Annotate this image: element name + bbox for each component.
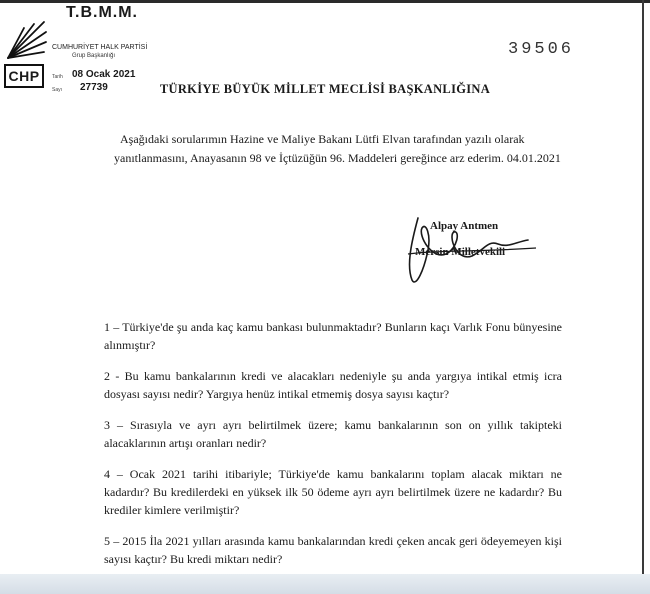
addressee-heading: TÜRKİYE BÜYÜK MİLLET MECLİSİ BAŞKANLIĞINA bbox=[159, 82, 491, 96]
org-title: T.B.M.M. bbox=[66, 4, 138, 21]
document-number-stamp: 39506 bbox=[508, 40, 575, 59]
signer-name: Alpay Antmen bbox=[430, 220, 499, 232]
signer-title: Mersin Milletvekili bbox=[415, 246, 506, 258]
question-item: 2 - Bu kamu bankalarının kredi ve alacakları nedeniyle şu anda yargıya intikal etmiş icra dosyası sayısı nedir? Yargıya henüz intikal etmemiş dosya sayısı kaçtır? bbox=[104, 369, 562, 401]
number-value: 27739 bbox=[80, 82, 108, 93]
intro-line-2: yanıtlanmasını, Anayasanın 98 ve İçtüzüğün 96. Maddeleri gereğince arz ederim. 04.01.2021 bbox=[114, 151, 561, 165]
question-item: 3 – Sırasıyla ve ayrı ayrı belirtilmek üzere; kamu bankalarının son on yıllık takipteki alacaklarının artışı oranları nedir? bbox=[104, 418, 562, 450]
intro-paragraph bbox=[114, 130, 590, 168]
chp-logo-text: CHP bbox=[4, 64, 44, 88]
question-list bbox=[104, 318, 562, 581]
page-top-border bbox=[0, 0, 650, 3]
date-value: 08 Ocak 2021 bbox=[72, 69, 136, 80]
group-name: Grup Başkanlığı bbox=[72, 53, 116, 59]
question-item: 4 – Ocak 2021 tarihi itibariyle; Türkiye'de kamu bankalarını toplam alacak miktarı ne kadardır? Bu kredilerdeki en yüksek ilk 50 ödeme ayrı ayrı belirtilmek üzere ne kadardır? Bu krediler kimlere verilmiştir? bbox=[104, 467, 562, 517]
question-item: 1 – Türkiye'de şu anda kaç kamu bankası bulunmaktadır? Bunların kaçı Varlık Fonu bünyesine alınmıştır? bbox=[104, 320, 562, 352]
date-label: Tarih bbox=[52, 74, 63, 80]
number-label: Sayı bbox=[52, 87, 63, 93]
intro-line-1: Aşağıdaki sorularımın Hazine ve Maliye Bakanı Lütfi Elvan tarafından yazılı olarak bbox=[120, 132, 525, 146]
party-name: CUMHURİYET HALK PARTİSİ bbox=[52, 44, 148, 51]
question-item: 5 – 2015 İla 2021 yılları arasında kamu bankalarından kredi çeken ancak geri ödeyemeyen kişi sayısı kaçtır? Bu kredi miktarı nedir? bbox=[104, 534, 562, 566]
